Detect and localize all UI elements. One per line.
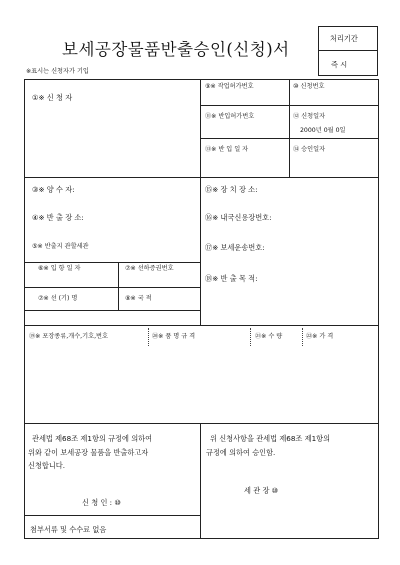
form-border: [24, 79, 379, 539]
asterisk-note: ※표시는 신청자가 기입: [26, 68, 89, 75]
divider: [24, 325, 379, 326]
item-spec-label: ⑳※ 품 명 규 격: [152, 333, 196, 340]
bonded-transport-no-label: ⑰※ 보세운송번호:: [205, 243, 265, 252]
jurisdiction-customs-label: ⑤※ 반출지 관할세관: [32, 243, 89, 250]
attachments-label: 첨부서류 및 수수료 없음: [30, 525, 107, 534]
divider: [200, 79, 201, 177]
approval-date-label: ⑭ 승인일자: [293, 146, 326, 153]
page-title: 보세공장물품반출승인(신청)서: [62, 40, 290, 59]
divider: [302, 328, 303, 346]
price-label: ㉒※ 가 격: [306, 333, 334, 340]
export-place-label: ④※ 반 출 장 소:: [32, 213, 84, 222]
transferee-label: ③※ 양 수 자:: [32, 185, 75, 194]
divider: [24, 262, 200, 263]
work-permit-no-label: ⑨※ 작업허가번호: [205, 83, 254, 90]
applicant-signature: 신 청 인 : ⑩: [82, 498, 121, 507]
legal-text-line-2: 위와 같이 보세공장 물품을 반출하고자: [28, 448, 149, 457]
export-purpose-label: ⑱※ 반 출 목 적:: [205, 274, 258, 283]
ship-name-label: ⑦※ 선 (기) 명: [38, 295, 78, 302]
nationality-label: ⑧※ 국 적: [125, 295, 152, 302]
application-no-label: ⑩ 신청번호: [293, 83, 325, 90]
export-date-label: ⑬※ 반 입 일 자: [205, 146, 249, 153]
export-permit-no-label: ⑪※ 반입허가번호: [205, 113, 255, 120]
divider: [200, 105, 379, 106]
application-date-label: ⑫ 신청일자: [293, 113, 326, 120]
divider: [200, 423, 201, 539]
divider: [200, 177, 201, 325]
divider: [24, 423, 379, 424]
domestic-credit-no-label: ⑯※ 내국신용장번호:: [205, 213, 272, 222]
divider: [24, 177, 379, 178]
divider: [24, 310, 200, 311]
approval-text-line-2: 규정에 의하여 승인함.: [206, 448, 276, 457]
divider: [148, 328, 149, 346]
applicant-label: ①※ 신 청 자: [32, 93, 73, 102]
entry-date-label: ⑥※ 입 항 일 자: [38, 265, 81, 272]
customs-chief-signature: 세 관 장 ⑩: [244, 486, 279, 495]
divider: [200, 138, 379, 139]
divider: [24, 287, 200, 288]
storage-place-label: ⑮※ 장 치 장 소:: [205, 185, 258, 194]
divider: [250, 328, 251, 346]
bl-no-label: ⑦※ 선하증권번호: [125, 265, 174, 272]
packaging-label: ⑲※ 포장종류,개수,기호,번호: [29, 333, 109, 340]
divider: [118, 262, 119, 310]
application-date-value: 2000년 0월 0일: [300, 127, 346, 134]
divider: [318, 50, 378, 51]
quantity-label: ㉑※ 수 량: [255, 333, 283, 340]
divider: [24, 515, 200, 516]
legal-text-line-1: 관세법 제68조 제1항의 규정에 의하여: [32, 434, 153, 443]
approval-text-line-1: 위 신청사항을 관세법 제68조 제1항의: [210, 434, 331, 443]
processing-period-value: 즉 시: [331, 60, 348, 69]
legal-text-line-3: 신청합니다.: [28, 461, 66, 470]
processing-period-label: 처리기간: [330, 34, 358, 43]
divider: [289, 79, 290, 177]
